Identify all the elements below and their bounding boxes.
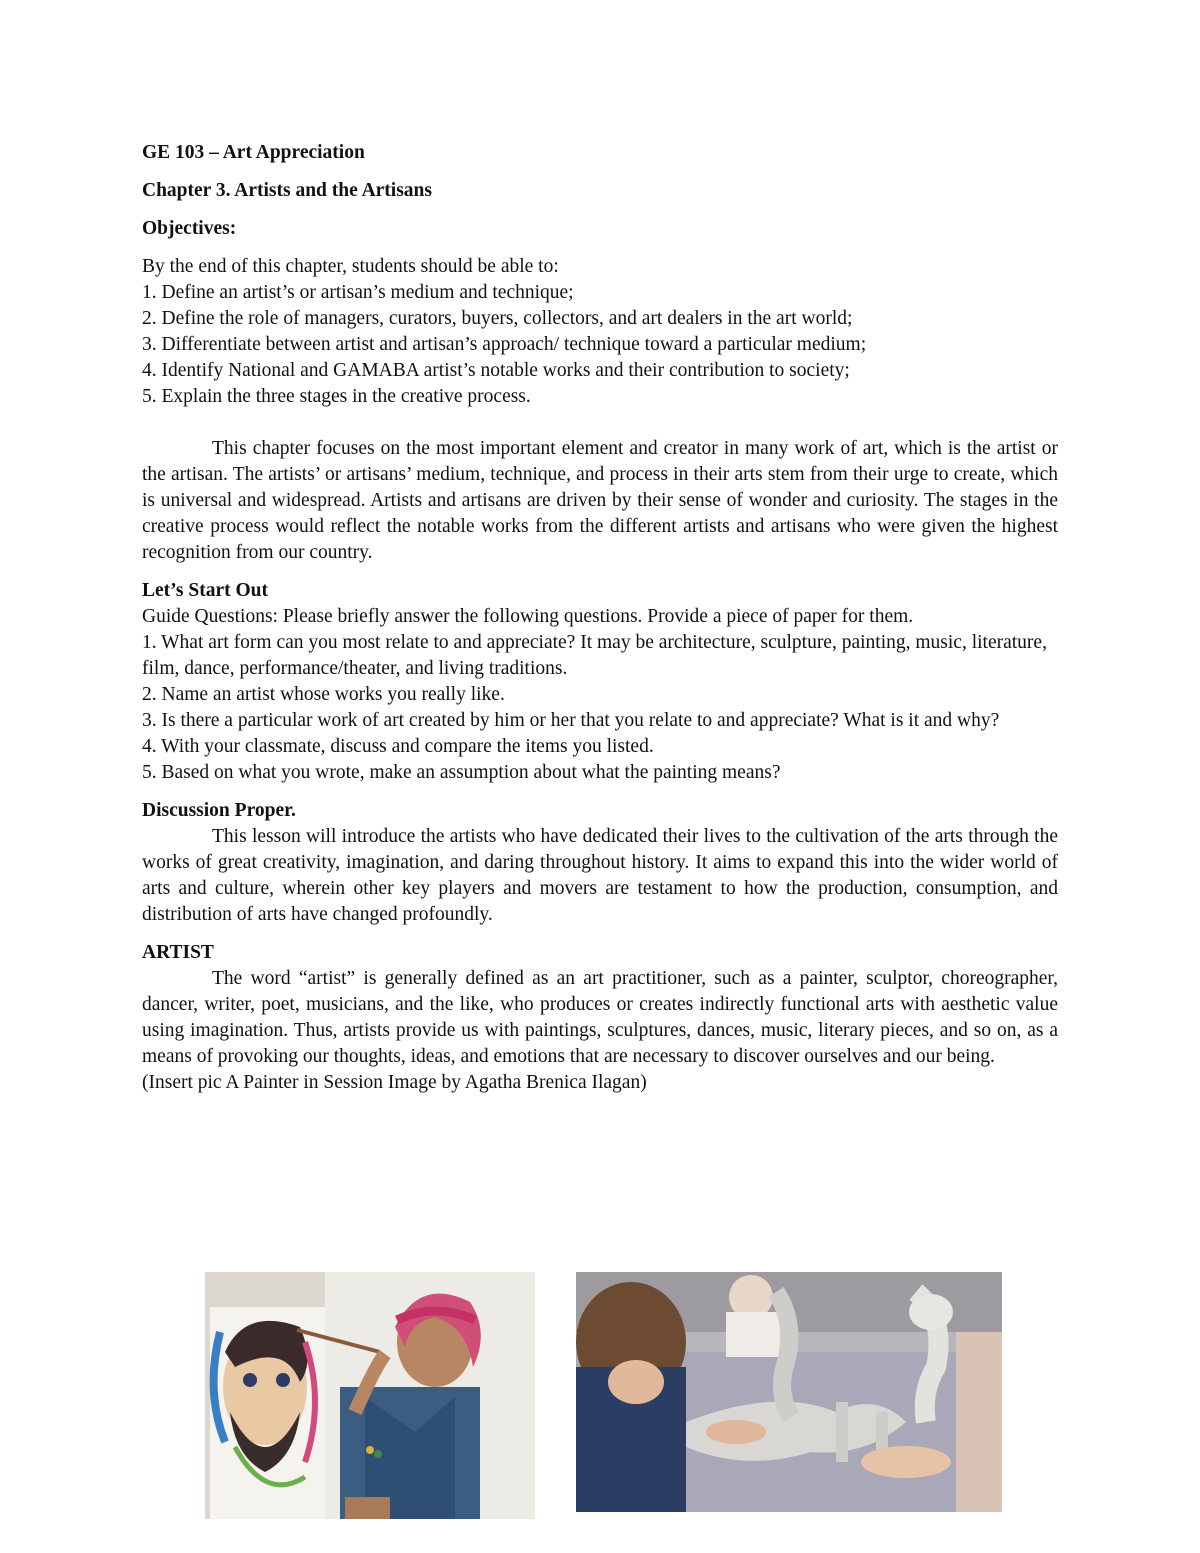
clay-sculpture-photo (576, 1272, 1002, 1512)
image-note: (Insert pic A Painter in Session Image by Agatha Brenica Ilagan) (142, 1072, 647, 1093)
chapter-title: Chapter 3. Artists and the Artisans (142, 180, 432, 201)
painter-photo (205, 1272, 535, 1519)
discussion-paragraph: This lesson will introduce the artists who have dedicated their lives to the cultivation of the arts through the works of great creativity, imagination, and daring throughout history. It aims to expand this into the wider world of arts and culture, wherein other key players and movers are testament to how the production, consumption, and distribution of arts have changed profoundly. (142, 826, 1058, 925)
question-item: 5. Based on what you wrote, make an assumption about what the painting means? (142, 762, 781, 783)
question-item: 1. What art form can you most relate to and appreciate? It may be architecture, sculpture, painting, music, literature, film, dance, performance/theater, and living traditions. (142, 632, 1047, 679)
document-page (142, 140, 1058, 1096)
objective-item: 2. Define the role of managers, curators, buyers, collectors, and art dealers in the art world; (142, 308, 853, 329)
intro-paragraph: This chapter focuses on the most important element and creator in many work of art, which is the artist or the artisan. The artists’ or artisans’ medium, technique, and process in their arts stem from their urge to create, which is universal and widespread. Artists and artisans are driven by their sense of wonder and curiosity. The stages in the creative process would reflect the notable works from the different artists and artisans who were given the highest recognition from our country. (142, 438, 1058, 563)
guide-questions: Guide Questions: Please briefly answer the following questions. Provide a piece of paper for them. (142, 606, 914, 627)
course-title: GE 103 – Art Appreciation (142, 142, 365, 163)
painter-illustration (205, 1272, 535, 1519)
start-out-heading: Let’s Start Out (142, 580, 269, 601)
artist-paragraph: The word “artist” is generally defined as an art practitioner, such as a painter, sculptor, choreographer, dancer, writer, poet, musicians, and the like, who produces or creates indirectly functional arts with aesthetic value using imagination. Thus, artists provide us with paintings, sculptures, dances, music, literary pieces, and so on, as a means of provoking our thoughts, ideas, and emotions that are necessary to discover ourselves and our being. (142, 968, 1058, 1067)
objective-item: 4. Identify National and GAMABA artist’s notable works and their contribution to society; (142, 360, 850, 381)
objective-item: 5. Explain the three stages in the creative process. (142, 386, 531, 407)
question-item: 3. Is there a particular work of art created by him or her that you relate to and appreciate? What is it and why? (142, 710, 1000, 731)
discussion-heading: Discussion Proper. (142, 800, 296, 821)
sculpture-illustration (576, 1272, 1002, 1512)
objectives-heading: Objectives: (142, 218, 237, 239)
objectives-list (142, 254, 1058, 410)
question-item: 2. Name an artist whose works you really like. (142, 684, 505, 705)
objective-item: 1. Define an artist’s or artisan’s medium and technique; (142, 282, 574, 303)
artist-heading: ARTIST (142, 942, 214, 963)
objectives-intro: By the end of this chapter, students should be able to: (142, 256, 559, 277)
question-item: 4. With your classmate, discuss and compare the items you listed. (142, 736, 654, 757)
objective-item: 3. Differentiate between artist and artisan’s approach/ technique toward a particular medium; (142, 334, 867, 355)
